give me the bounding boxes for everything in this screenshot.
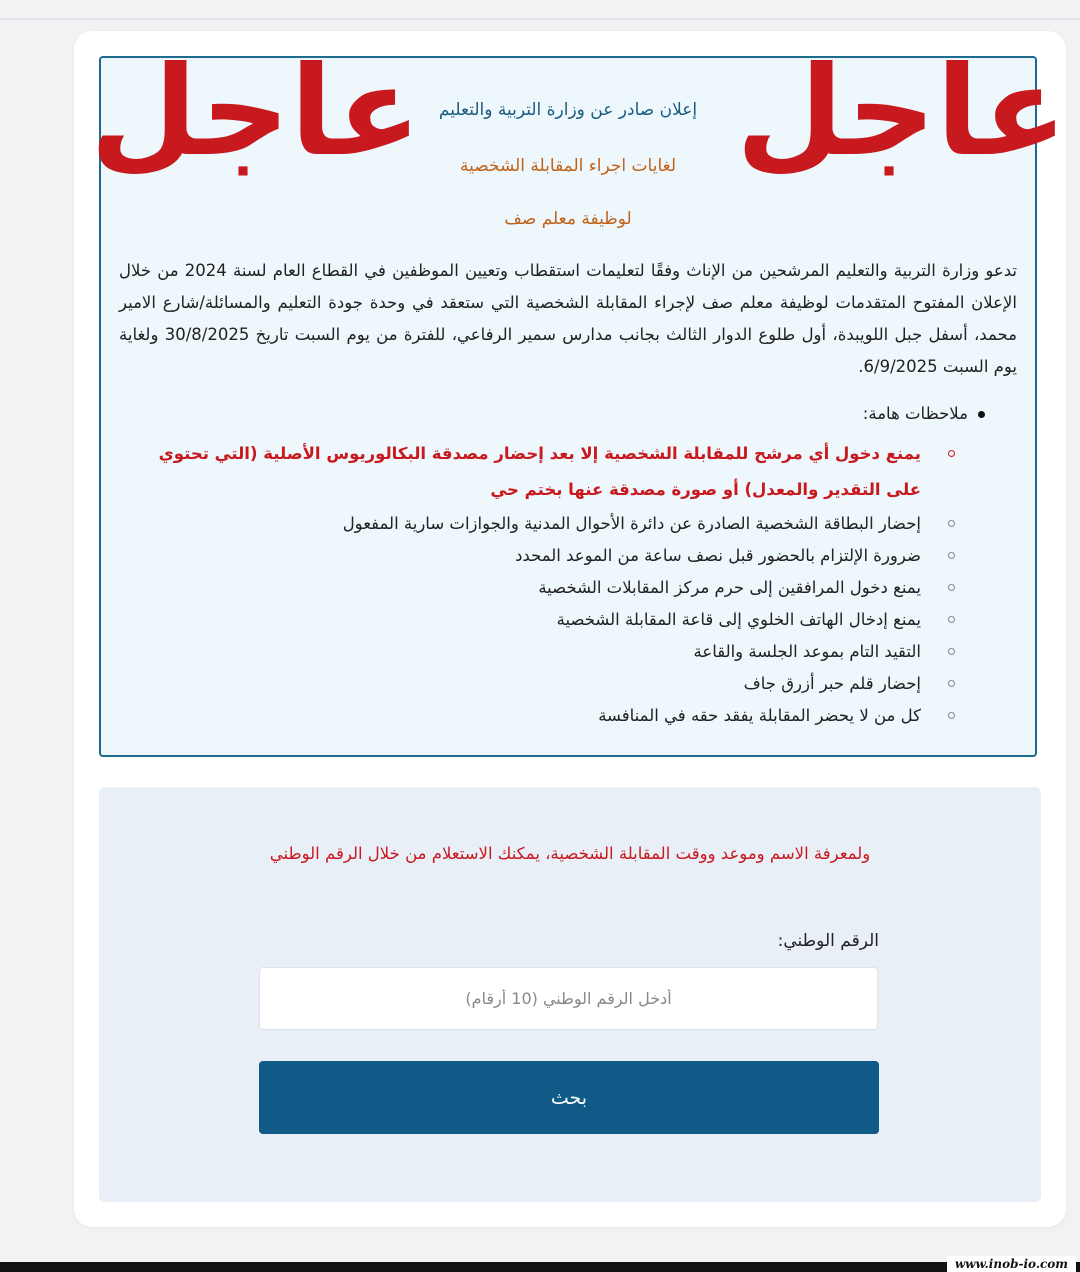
circle-bullet-icon <box>948 450 955 457</box>
list-item <box>131 636 943 668</box>
search-button[interactable]: بحث <box>259 1061 879 1134</box>
note-text: يمنع إدخال الهاتف الخلوي إلى قاعة المقابلة الشخصية <box>556 610 921 629</box>
circle-bullet-icon <box>948 648 955 655</box>
note-text: يمنع دخول المرافقين إلى حرم مركز المقابلات الشخصية <box>538 578 921 597</box>
note-text: يمنع دخول أي مرشح للمقابلة الشخصية إلا بعد إحضار مصدقة البكالوريوس الأصلية (التي تحتوي على التقدير والمعدل) أو صورة مصدقة عنها بختم حي <box>158 444 921 499</box>
list-item <box>131 540 943 572</box>
urgent-overlay-left: عاجل <box>90 40 422 184</box>
announcement-position: لوظيفة معلم صف <box>504 209 632 229</box>
list-item <box>131 572 943 604</box>
notes-heading <box>863 404 985 423</box>
note-text: إحضار قلم حبر أزرق جاف <box>743 674 921 693</box>
bullet-icon <box>978 411 985 418</box>
list-item <box>131 700 943 732</box>
circle-bullet-icon <box>948 584 955 591</box>
note-text: إحضار البطاقة الشخصية الصادرة عن دائرة الأحوال المدنية والجوازات سارية المفعول <box>342 514 921 533</box>
circle-bullet-icon <box>948 552 955 559</box>
urgent-overlay-right: عاجل <box>736 40 1068 184</box>
note-text: ضرورة الإلتزام بالحضور قبل نصف ساعة من الموعد المحدد <box>515 546 921 565</box>
list-item <box>131 668 943 700</box>
list-item <box>131 436 943 508</box>
search-panel <box>99 787 1041 1202</box>
circle-bullet-icon <box>948 680 955 687</box>
national-id-input[interactable] <box>259 967 878 1030</box>
notes-heading-label: ملاحظات هامة: <box>862 404 968 423</box>
circle-bullet-icon <box>948 712 955 719</box>
note-text: كل من لا يحضر المقابلة يفقد حقه في المنافسة <box>598 706 921 725</box>
site-watermark: www.inob-io.com <box>947 1256 1076 1272</box>
top-divider <box>0 18 1080 20</box>
announcement-body: تدعو وزارة التربية والتعليم المرشحين من الإناث وفقًا لتعليمات استقطاب وتعيين الموظفين في القطاع العام لسنة 2024 من خلال الإعلان المفتوح المتقدمات لوظيفة معلم صف لإجراء المقابلة الشخصية التي ستعقد في وحدة جودة التعليم والمسائلة/شارع الامير محمد، أسفل جبل اللويبدة، أول طلوع الدوار الثالث بجانب مدارس سمير الرفاعي، للفترة من يوم السبت تاريخ 30/8/2025 ولغاية يوم السبت 6/9/2025. <box>119 261 1018 376</box>
bottom-bar <box>0 1262 1080 1272</box>
notes-list <box>131 436 943 732</box>
note-text: التقيد التام بموعد الجلسة والقاعة <box>693 642 921 661</box>
national-id-label: الرقم الوطني: <box>777 931 879 951</box>
circle-bullet-icon <box>948 520 955 527</box>
list-item <box>131 508 943 540</box>
inquiry-instructions: ولمعرفة الاسم وموعد ووقت المقابلة الشخصية، يمكنك الاستعلام من خلال الرقم الوطني <box>269 844 871 863</box>
announcement-title: إعلان صادر عن وزارة التربية والتعليم <box>438 100 698 120</box>
announcement-purpose: لغايات اجراء المقابلة الشخصية <box>459 156 677 176</box>
circle-bullet-icon <box>948 616 955 623</box>
list-item <box>131 604 943 636</box>
